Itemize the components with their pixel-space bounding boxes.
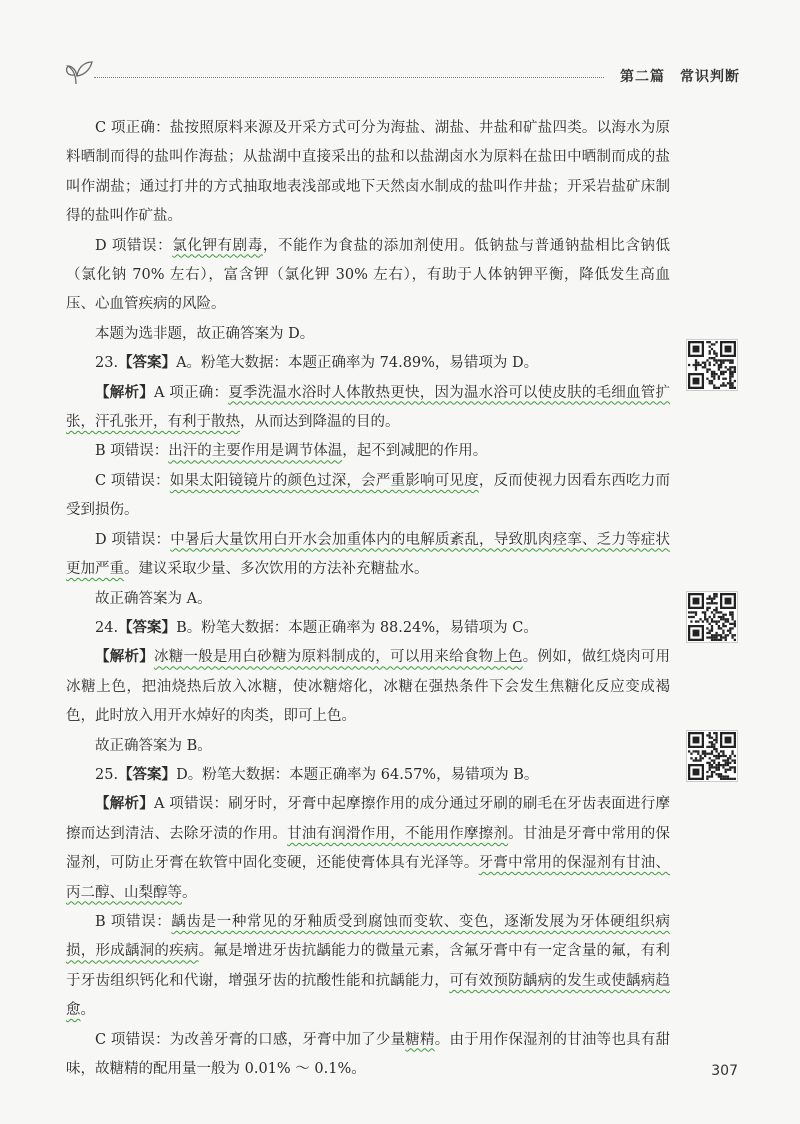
text-run: 。建议采取少量、多次饮用的方法补充糖盐水。 <box>124 561 429 578</box>
underlined-text: 龋齿是一种常见的牙釉质受到腐蚀而变软、变色，逐渐发展为牙体硬组织病损，形成龋洞的疾病 <box>66 913 670 960</box>
underlined-text: 可有效预防龋病的发生或使龋病趋愈 <box>66 972 671 1019</box>
text-run: C 项正确：盐按照原料来源及开采方式可分为海盐、湖盐、井盐和矿盐四类。以海水为原料晒制而得的盐叫作海盐；从盐湖中直接采出的盐和以盐湖卤水为原料在盐田中晒制而成的盐叫作湖盐；通过打井的方式抽取地表浅部或地下天然卤水制成的盐叫作井盐；开采岩盐矿床制得的盐叫作矿盐。 <box>66 120 670 225</box>
paragraph <box>66 349 670 378</box>
leaf-icon <box>62 58 96 86</box>
label-text: 【解析】 <box>95 649 154 666</box>
paragraph <box>66 908 670 1026</box>
text-run: C 项错误：为改善牙膏的口感，牙膏中加了少量 <box>95 1031 406 1048</box>
text-run: A 项正确： <box>153 384 229 401</box>
text-run: 24. <box>95 619 119 636</box>
header-rule <box>94 77 604 78</box>
underlined-text: 氯化钾有剧毒 <box>172 237 263 254</box>
underlined-text: 出汗的主要作用是调节体温 <box>168 443 343 460</box>
label-text: 【答案】 <box>118 619 177 636</box>
paragraph <box>66 614 670 643</box>
text-run: D 项错误： <box>95 531 171 548</box>
text-run: A。粉笔大数据：本题正确率为 74.89%，易错项为 D。 <box>176 355 539 372</box>
underlined-text: 甘油有润滑作用，不能用作摩擦剂 <box>287 825 509 842</box>
text-run: D 项错误： <box>95 237 173 254</box>
paragraph <box>66 437 670 466</box>
text-run: 。由于用作保湿剂的甘油等也具有甜味，故糖精的配用量一般为 0.01% ～ 0.1%。 <box>66 1031 671 1077</box>
text-run: B 项错误： <box>95 443 169 460</box>
underlined-text: 糖精 <box>405 1031 435 1048</box>
text-run: 。 <box>182 884 197 901</box>
underlined-text: 冰糖一般是用白砂糖为原料制成的，可以用来给食物上色 <box>154 649 523 666</box>
section-title: 第二篇 常识判断 <box>620 69 740 85</box>
page-body <box>66 114 670 1084</box>
text-run: 故正确答案为 B。 <box>95 737 212 754</box>
text-run: B。粉笔大数据：本题正确率为 88.24%，易错项为 C。 <box>176 619 538 636</box>
text-run: 。甘油是牙膏中常用的保湿剂，可防止牙膏在软管中固化变硬，还能使膏体具有光泽等。 <box>66 825 670 872</box>
text-run: ，起不到减肥的作用。 <box>342 443 488 460</box>
text-run: 。氟是增进牙齿抗龋能力的微量元素，含氟牙膏中有一定含量的氟，有利于牙齿组织钙化和代谢，增强牙齿的抗酸性能和抗龋能力， <box>66 943 671 989</box>
text-run: D。粉笔大数据：本题正确率为 64.57%，易错项为 B。 <box>176 766 539 783</box>
paragraph <box>66 643 670 731</box>
paragraph <box>66 790 670 908</box>
paragraph <box>66 320 670 349</box>
text-run: ，反而使视力因看东西吃力而受到损伤。 <box>66 472 670 519</box>
text-run: 故正确答案为 A。 <box>95 590 212 607</box>
text-run: 本题为选非题，故正确答案为 D。 <box>95 325 315 342</box>
text-run: C 项错误： <box>95 472 170 489</box>
paragraph <box>66 379 670 438</box>
paragraph <box>66 526 670 585</box>
paragraph <box>66 585 670 614</box>
text-run: ，不能作为食盐的添加剂使用。低钠盐与普通钠盐相比含钠低（氯化钠 70% 左右），富含钾（氯化钾 30% 左右），有助于人体钠钾平衡，降低发生高血压、心血管疾病的风险。 <box>66 237 671 313</box>
label-text: 【答案】 <box>118 355 177 372</box>
text-run: A 项错误：刷牙时，牙膏中起摩擦作用的成分通过牙刷的刷毛在牙齿表面进行摩擦而达到清洁、去除牙渍的作用。 <box>66 796 671 842</box>
label-text: 【答案】 <box>118 766 177 783</box>
underlined-text: 中暑后大量饮用白开水会加重体内的电解质紊乱，导致肌肉痉挛、乏力等症状更加严重 <box>66 531 671 578</box>
paragraph <box>66 232 670 320</box>
qr-code-icon[interactable] <box>686 339 738 391</box>
paragraph <box>66 114 670 232</box>
underlined-text: 牙膏中常用的保湿剂有甘油、丙二醇、山梨醇等 <box>66 855 671 901</box>
qr-code-icon[interactable] <box>686 591 738 643</box>
text-run: 。 <box>80 1002 95 1019</box>
page-header <box>60 56 740 96</box>
paragraph <box>66 1026 670 1085</box>
label-text: 【解析】 <box>95 796 154 813</box>
underlined-text: 如果太阳镜镜片的颜色过深，会严重影响可见度 <box>169 472 479 489</box>
paragraph <box>66 467 670 526</box>
text-run: B 项错误： <box>95 913 172 930</box>
page-number: 307 <box>711 1063 738 1079</box>
paragraph <box>66 761 670 790</box>
paragraph <box>66 732 670 761</box>
text-run: 25. <box>95 766 119 783</box>
label-text: 【解析】 <box>95 384 154 401</box>
text-run: 。例如，做红烧肉可用冰糖上色，把油烧热后放入冰糖，使冰糖熔化，冰糖在强热条件下会发生焦糖化反应变成褐色，此时放入用开水焯好的肉类，即可上色。 <box>66 649 670 725</box>
underlined-text: 夏季洗温水浴时人体散热更快，因为温水浴可以使皮肤的毛细血管扩张，汗孔张开，有利于散热 <box>66 384 670 431</box>
qr-code-icon[interactable] <box>686 730 738 782</box>
text-run: ，从而达到降温的目的。 <box>240 414 400 431</box>
text-run: 23. <box>95 355 119 372</box>
